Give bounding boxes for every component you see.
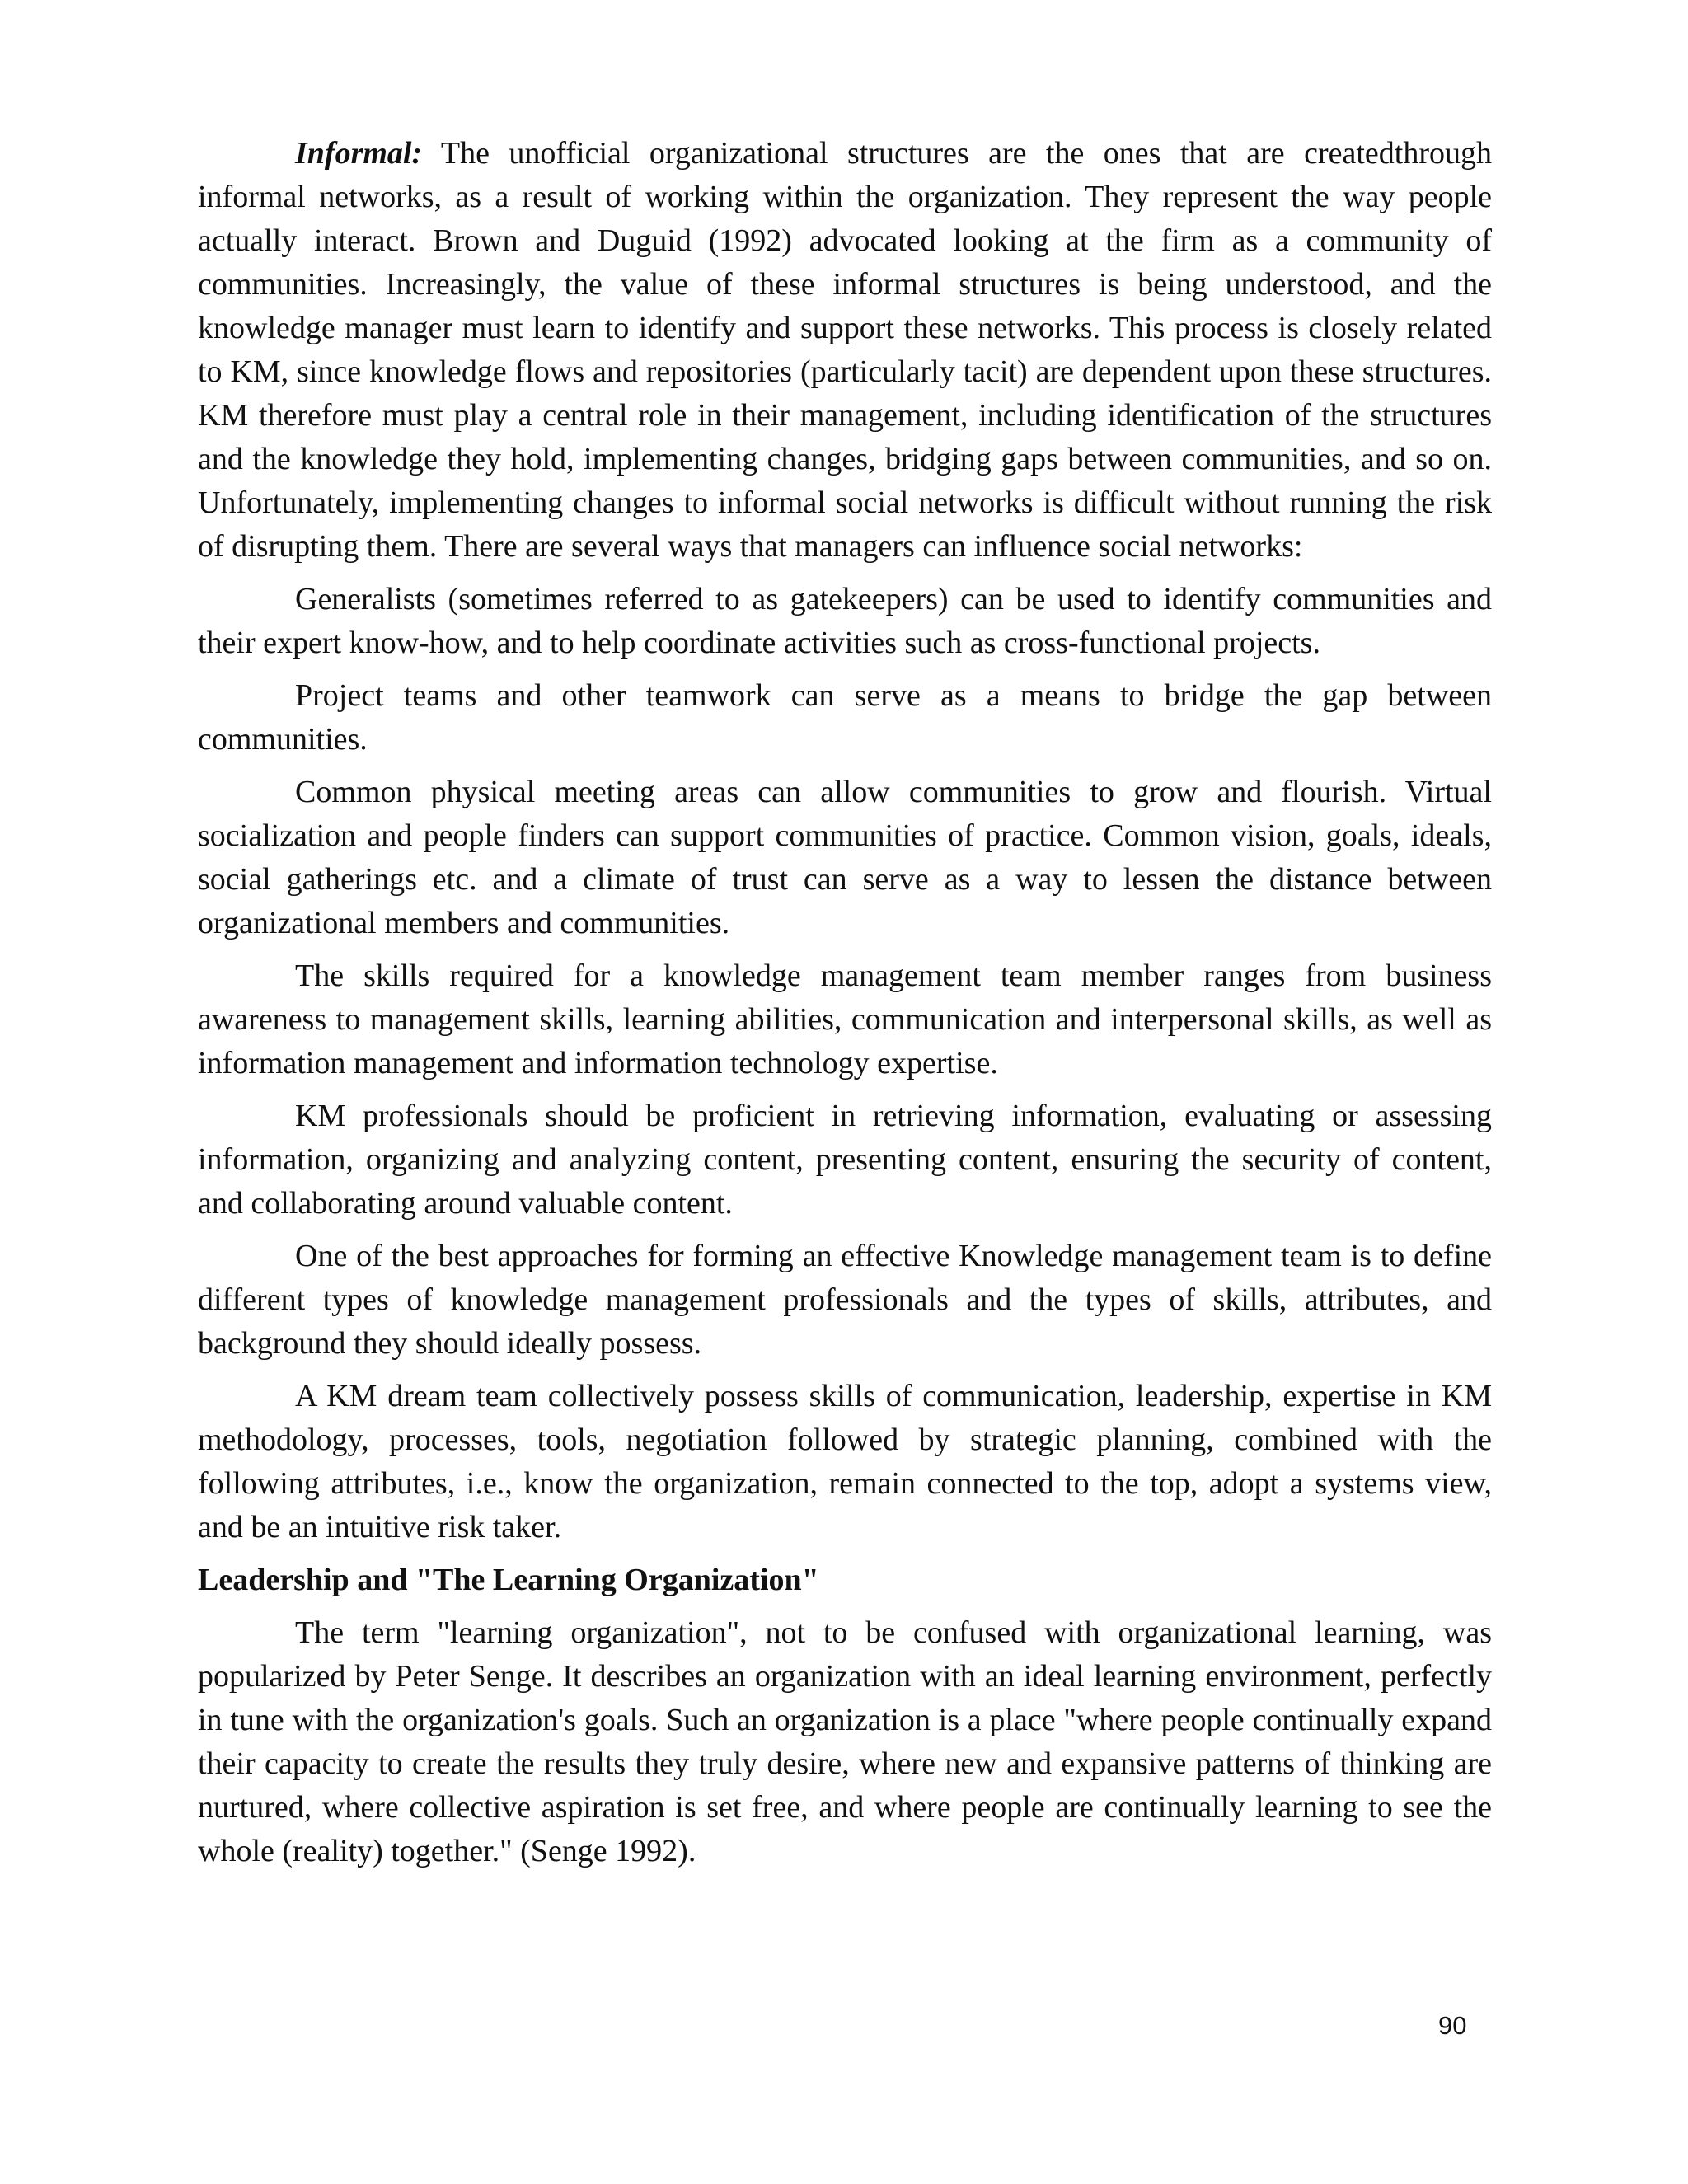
paragraph-generalists: Generalists (sometimes referred to as gatekeepers) can be used to identify communities and their expert know-how, and to help coordinate activities such as cross-functional projects. — [198, 582, 1492, 660]
informal-lead: Informal: — [295, 136, 423, 171]
section-heading: Leadership and "The Learning Organization" — [198, 1563, 819, 1597]
paragraph-km-professionals: KM professionals should be proficient in retrieving information, evaluating or assessing information, organizing and analyzing content, presenting content, ensuring the security of content, and collaborating around valuable content. — [198, 1099, 1492, 1221]
informal-body: The unofficial organizational structures are the ones that are createdthrough informal networks, as a result of working within the organization. They represent the way people actually interact. Brown and Duguid (1992) advocated looking at the firm as a community of communities. Increasingly, the value of these informal structures is being understood, and the knowledge manager must learn to identify and support these networks. This process is closely related to KM, since knowledge flows and repositories (particularly tacit) are dependent upon these structures. KM therefore must play a central role in their management, including identification of the structures and the knowledge they hold, implementing changes, bridging gaps between communities, and so on. Unfortunately, implementing changes to informal social networks is difficult without running the risk of disrupting them. There are several ways that managers can influence social networks: — [198, 136, 1492, 564]
paragraph-learning-organization: The term "learning organization", not to be confused with organizational learning, was popularized by Peter Senge. It describes an organization with an ideal learning environment, perfectly in tune with the organization's goals. Such an organization is a place "where people continually expand their capacity to create the results they truly desire, where new and expansive patterns of thinking are nurtured, where collective aspiration is set free, and where people are continually learning to see the whole (reality) together." (Senge 1992). — [198, 1615, 1492, 1868]
page-number: 90 — [1438, 2011, 1467, 2040]
document-page — [198, 132, 1492, 1882]
paragraph-meeting-areas: Common physical meeting areas can allow communities to grow and flourish. Virtual socialization and people finders can support communities of practice. Common vision, goals, ideals, social gatherings etc. and a climate of trust can serve as a way to lessen the distance between organizational members and communities. — [198, 775, 1492, 940]
paragraph-project-teams: Project teams and other teamwork can serve as a means to bridge the gap between communities. — [198, 678, 1492, 757]
paragraph-team-skills: The skills required for a knowledge management team member ranges from business awareness to management skills, learning abilities, communication and interpersonal skills, as well as information management and information technology expertise. — [198, 958, 1492, 1080]
paragraph-dream-team: A KM dream team collectively possess skills of communication, leadership, expertise in KM methodology, processes, tools, negotiation followed by strategic planning, combined with the following attributes, i.e., know the organization, remain connected to the top, adopt a systems view, and be an intuitive risk taker. — [198, 1379, 1492, 1544]
informal-paragraph — [198, 132, 1492, 569]
paragraph-best-approaches: One of the best approaches for forming an effective Knowledge management team is to define different types of knowledge management professionals and the types of skills, attributes, and background they should ideally possess. — [198, 1239, 1492, 1361]
